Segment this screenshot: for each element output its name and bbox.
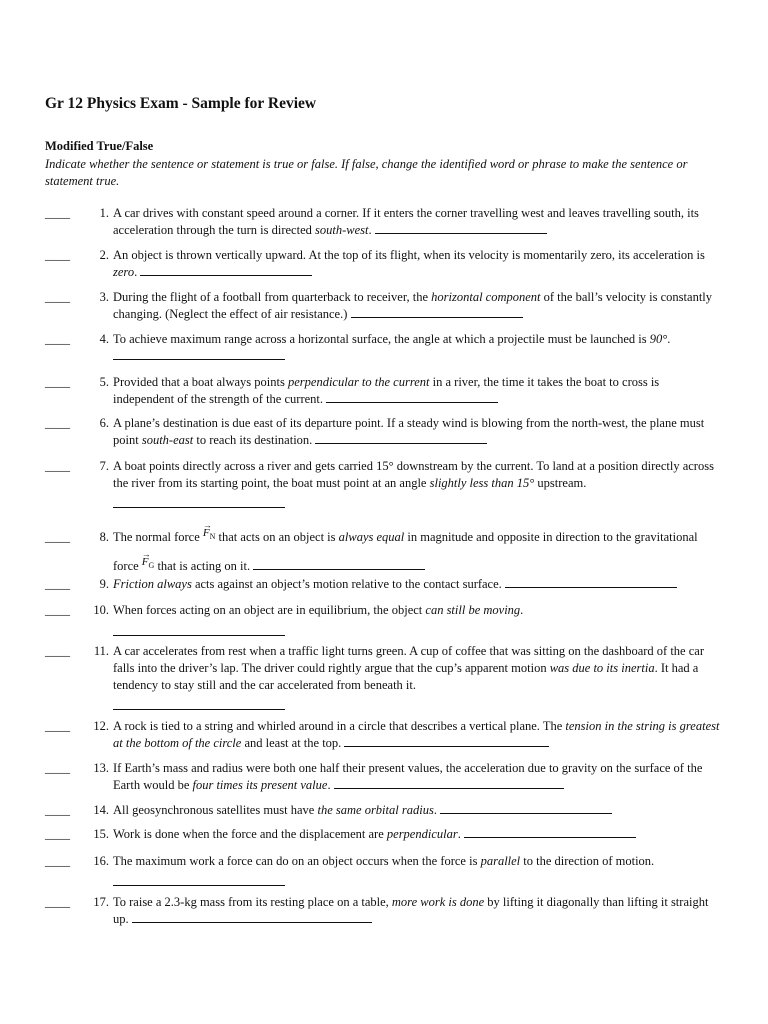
question-9 <box>45 576 725 593</box>
identified-phrase: perpendicular to the current <box>287 375 430 389</box>
correction-line[interactable] <box>344 735 549 747</box>
question-text: When forces acting on an object are in equilibrium, the object <box>113 603 426 617</box>
answer-blank[interactable]: ____ <box>45 375 70 389</box>
gravitational-force-vector <box>142 550 155 578</box>
question-text: A car drives with constant speed around a corner. If it enters the corner travelling west and leaves travelling south, its acceleration through the turn is directed <box>113 206 699 237</box>
question-text: The normal force <box>113 530 203 544</box>
section-title: Modified True/False <box>45 139 154 153</box>
identified-phrase: always equal <box>338 530 405 544</box>
answer-blank[interactable]: ____ <box>45 827 70 841</box>
question-text: During the flight of a football from quarterback to receiver, the <box>113 290 432 304</box>
identified-phrase: four times its present value <box>192 778 328 792</box>
question-17 <box>45 894 725 928</box>
question-text: to the direction of motion. <box>520 854 655 868</box>
identified-phrase: perpendicular <box>386 827 458 841</box>
question-text: To raise a 2.3-kg mass from its resting place on a table, <box>113 895 392 909</box>
question-1 <box>45 205 725 239</box>
correction-line[interactable] <box>440 802 612 814</box>
correction-line[interactable] <box>113 874 285 886</box>
question-text: by lifting it diagonally than lifting it straight up. <box>113 895 709 926</box>
question-number: 4. <box>99 332 109 346</box>
answer-blank[interactable]: ____ <box>45 895 70 909</box>
correction-line[interactable] <box>113 496 285 508</box>
question-number: 12. <box>93 719 109 733</box>
question-5 <box>45 374 725 408</box>
identified-phrase: Friction always <box>113 577 192 591</box>
question-number: 10. <box>93 603 109 617</box>
question-text: A car accelerates from rest when a traffic light turns green. A cup of coffee that was sitting on the dashboard of the car falls into the driver’s lap. The driver could rightly argue that the cup’s apparent motion <box>113 644 704 675</box>
answer-blank[interactable]: ____ <box>45 761 70 775</box>
identified-phrase: can still be moving <box>425 603 521 617</box>
correction-line[interactable] <box>375 222 547 234</box>
identified-phrase: 90° <box>649 332 668 346</box>
question-text: that acts on an object is <box>215 530 339 544</box>
question-text: An object is thrown vertically upward. At the top of its flight, when its velocity is momentarily zero, its acceleration is <box>113 248 705 262</box>
question-text: Work is done when the force and the displacement are <box>113 827 387 841</box>
answer-blank[interactable]: ____ <box>45 803 70 817</box>
correction-line[interactable] <box>132 911 372 923</box>
question-text: that is acting on it. <box>154 559 254 574</box>
answer-blank[interactable]: ____ <box>45 248 70 262</box>
correction-line[interactable] <box>315 432 487 444</box>
question-text: . <box>520 603 524 617</box>
vector-subscript: G <box>148 561 155 571</box>
question-number: 2. <box>99 248 109 262</box>
question-number: 7. <box>99 459 109 473</box>
answer-blank[interactable]: ____ <box>45 459 70 473</box>
question-number: 15. <box>93 827 109 841</box>
identified-phrase: horizontal component <box>431 290 541 304</box>
question-number: 9. <box>99 577 109 591</box>
vector-symbol: F <box>202 527 210 539</box>
question-11 <box>45 643 725 715</box>
answer-blank[interactable]: ____ <box>45 644 70 658</box>
question-text: . <box>327 778 334 792</box>
answer-blank[interactable]: ____ <box>45 854 70 868</box>
vector-subscript: N <box>209 532 216 542</box>
correction-line[interactable] <box>334 777 564 789</box>
vector-arrow-icon: → <box>141 549 151 560</box>
question-text: Provided that a boat always points <box>113 375 288 389</box>
question-number: 8. <box>99 530 109 544</box>
question-text: All geosynchronous satellites must have <box>113 803 318 817</box>
identified-phrase: south-east <box>141 433 194 447</box>
question-text: of the ball’s velocity is constantly changing. (Neglect the effect of air resistance.) <box>113 290 713 321</box>
question-text: To achieve maximum range across a horizontal surface, the angle at which a projectile must be launched is <box>113 332 650 346</box>
correction-line[interactable] <box>140 264 312 276</box>
answer-blank[interactable]: ____ <box>45 416 70 430</box>
question-number: 6. <box>99 416 109 430</box>
question-text: acts against an object’s motion relative to the contact surface. <box>191 577 505 591</box>
question-2 <box>45 247 725 281</box>
vector-arrow-icon: → <box>202 520 212 530</box>
vector-symbol: F <box>141 556 149 569</box>
question-text: A plane’s destination is due east of its departure point. If a steady wind is blowing from the north-west, the plane must point <box>113 416 705 447</box>
correction-line[interactable] <box>253 558 425 570</box>
answer-blank[interactable]: ____ <box>45 332 70 346</box>
identified-phrase: tension in the string is greatest at the bottom of the circle <box>113 719 720 750</box>
identified-phrase: was due to its inertia <box>549 661 655 675</box>
answer-blank[interactable]: ____ <box>45 206 70 220</box>
answer-blank[interactable]: ____ <box>45 530 70 544</box>
identified-phrase: slightly less than 15° <box>429 476 535 490</box>
question-number: 13. <box>93 761 109 775</box>
correction-line[interactable] <box>113 698 285 710</box>
question-number: 14. <box>93 803 109 817</box>
question-text: and least at the top. <box>241 736 345 750</box>
section-instructions: Indicate whether the sentence or statement is true or false. If false, change the identified word or phrase to make the sentence or statement true. <box>45 157 688 188</box>
question-number: 5. <box>99 375 109 389</box>
question-text: A rock is tied to a string and whirled around in a circle that describes a vertical plane. The <box>113 719 566 733</box>
question-text: The maximum work a force can do on an object occurs when the force is <box>113 854 481 868</box>
question-8 <box>45 520 725 583</box>
identified-phrase: the same orbital radius <box>317 803 434 817</box>
answer-blank[interactable]: ____ <box>45 603 70 617</box>
correction-line[interactable] <box>505 576 677 588</box>
correction-line[interactable] <box>113 624 285 636</box>
question-13 <box>45 760 725 794</box>
question-10 <box>45 602 725 641</box>
question-12 <box>45 718 725 752</box>
question-text: A boat points directly across a river and gets carried 15° downstream by the current. To land at a position directly across the river from its starting point, the boat must point at an angle <box>113 459 714 490</box>
question-text: If Earth’s mass and radius were both one half their present values, the acceleration due to gravity on the surface of the Earth would be <box>113 761 703 792</box>
question-4 <box>45 331 725 365</box>
correction-line[interactable] <box>113 348 285 360</box>
page-title: Gr 12 Physics Exam - Sample for Review <box>45 95 317 112</box>
question-14 <box>45 802 725 819</box>
question-text: . <box>457 827 464 841</box>
question-text: . <box>433 803 441 817</box>
question-3 <box>45 289 725 323</box>
question-16 <box>45 853 725 891</box>
answer-blank[interactable]: ____ <box>45 577 70 591</box>
question-7 <box>45 458 725 513</box>
question-text: . <box>134 265 141 279</box>
question-number: 17. <box>93 895 109 909</box>
answer-blank[interactable]: ____ <box>45 719 70 733</box>
question-text: in magnitude and opposite in direction to the gravitational force <box>113 530 698 574</box>
question-number: 3. <box>99 290 109 304</box>
answer-blank[interactable]: ____ <box>45 290 70 304</box>
normal-force-vector <box>203 521 216 549</box>
question-number: 1. <box>99 206 109 220</box>
question-number: 11. <box>93 644 109 658</box>
correction-line[interactable] <box>326 391 498 403</box>
identified-phrase: zero <box>113 265 135 279</box>
identified-phrase: south-west <box>315 223 369 237</box>
correction-line[interactable] <box>464 826 636 838</box>
question-number: 16. <box>93 854 109 868</box>
question-text: . <box>667 332 671 346</box>
question-text: in a river, the time it takes the boat to cross is independent of the strength of the current. <box>113 375 660 406</box>
question-15 <box>45 826 725 843</box>
question-6 <box>45 415 725 449</box>
question-text: upstream. <box>534 476 587 490</box>
identified-phrase: more work is done <box>391 895 485 909</box>
question-text: . <box>368 223 375 237</box>
question-text: to reach its destination. <box>193 433 316 447</box>
question-text: . It had a tendency to stay still and the car accelerated from beneath it. <box>113 661 699 692</box>
identified-phrase: parallel <box>480 854 521 868</box>
correction-line[interactable] <box>351 306 523 318</box>
